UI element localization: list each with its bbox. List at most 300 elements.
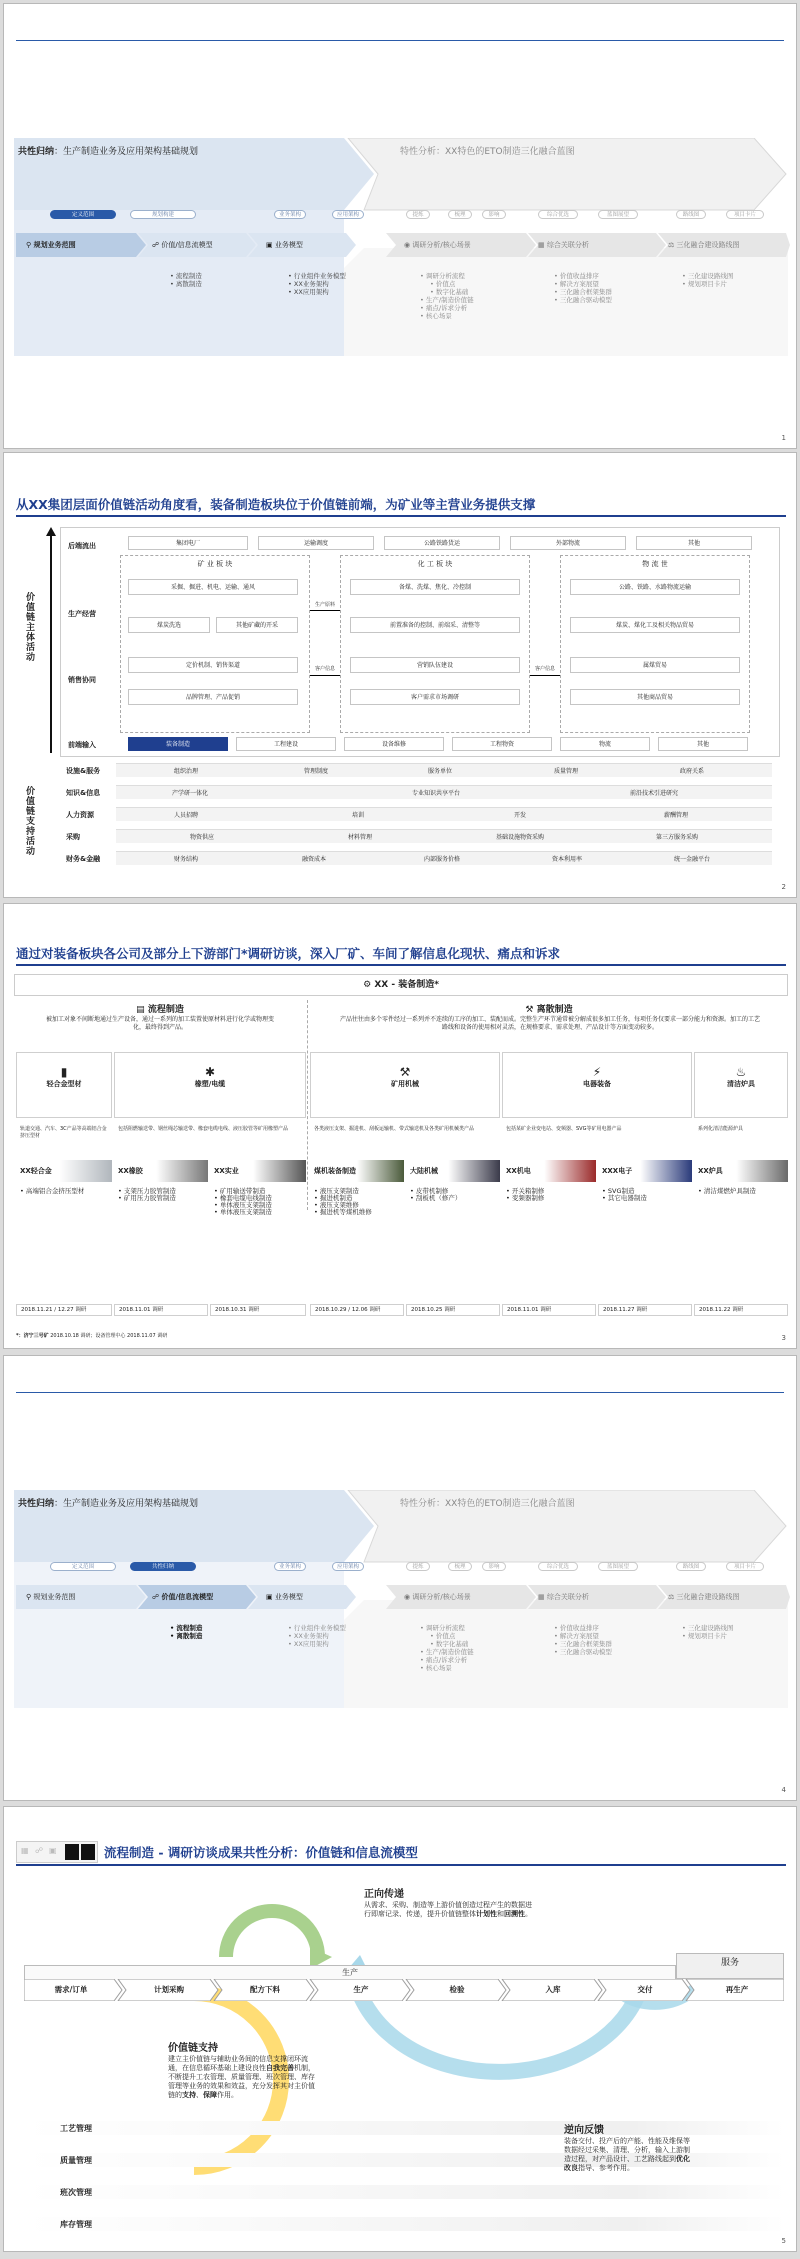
category-name: 矿用机械 xyxy=(391,1080,419,1088)
scale-icon: ⚖ xyxy=(668,241,675,249)
tools-icon: ⚒ xyxy=(525,1005,534,1015)
outbound-item: 外部物流 xyxy=(510,536,626,550)
stage-scope[interactable] xyxy=(26,240,76,250)
company-bullets xyxy=(214,1188,306,1216)
slide-5 xyxy=(3,1806,797,2252)
pill-sort[interactable]: 梳理 xyxy=(448,210,472,219)
category-desc: 包括阻燃输送带、钢丝绳芯输送带、橡套电缆电线、液压胶管等矿用橡塑产品 xyxy=(118,1126,289,1132)
support-row xyxy=(24,2217,784,2231)
survey-icon: ◉ xyxy=(404,1593,411,1601)
support-item: 财务结构 xyxy=(174,856,199,863)
bullet: • XX应用架构 xyxy=(288,1640,346,1648)
outbound-item: 其他 xyxy=(636,536,752,550)
chem-sales-item: 客户需求市场调研 xyxy=(350,689,520,705)
company-name: XX机电 xyxy=(506,1167,531,1175)
electric-icon: ⚡ xyxy=(592,1065,602,1079)
category-desc: 轨道交通、汽车、3C产品等高端铝合金挤压型材 xyxy=(20,1126,107,1139)
bullet: • 调研分析流程 xyxy=(420,1624,474,1632)
support-row-label: 工艺管理 xyxy=(60,2124,92,2133)
company-bullets xyxy=(410,1188,500,1202)
category-card xyxy=(694,1052,788,1118)
log-prod-item: 煤炭、煤化工及相关物品贸易 xyxy=(570,617,740,633)
sector-logistics-title: 物 流 世 xyxy=(642,560,668,568)
side-label-support: 价值链支持活动 xyxy=(26,787,36,857)
company-bullets xyxy=(506,1188,596,1202)
process-title xyxy=(14,1002,306,1015)
process-title-label: 流程制造 xyxy=(147,1005,184,1015)
inbound-item: 工程建设 xyxy=(236,737,336,751)
link-sales-label: 客户信息 xyxy=(314,666,335,672)
company-bullets xyxy=(602,1188,692,1202)
inbound-item: 其他 xyxy=(658,737,748,751)
chem-prod-item: 备煤、洗煤、焦化、冷控制 xyxy=(350,579,520,595)
bullets-survey xyxy=(420,1624,474,1672)
company-bar xyxy=(502,1160,596,1182)
log-sales-item: 其他商品贸易 xyxy=(570,689,740,705)
page-number: 5 xyxy=(781,2237,786,2245)
bullet: • 刮板机（修产） xyxy=(410,1195,500,1202)
pill-project-card[interactable]: 项目卡片 xyxy=(726,1562,764,1571)
survey-icon: ◉ xyxy=(404,241,411,249)
bullet: • 掘进机等煤机维修 xyxy=(314,1209,404,1216)
bullet: • 数字化基础 xyxy=(420,1640,474,1648)
support-item: 质量管理 xyxy=(554,768,579,775)
support-item: 第三方服务采购 xyxy=(656,834,699,841)
cable-icon: ✱ xyxy=(204,1065,216,1079)
bullet: • 价值点 xyxy=(420,280,474,288)
forward-title: 正向传递 xyxy=(364,1889,404,1900)
bullet: • 价值收益排序 xyxy=(554,1624,612,1632)
company-bar xyxy=(210,1160,306,1182)
network-icon: ☍ xyxy=(35,1846,44,1855)
slide-1 xyxy=(3,3,797,449)
pill-project-card[interactable]: 项目卡片 xyxy=(726,210,764,219)
banner-label: XX - 装备制造* xyxy=(374,980,439,990)
side-label-main: 价值链主体活动 xyxy=(26,593,36,663)
text-run: 指导、参考作用。 xyxy=(578,2164,634,2172)
discrete-title xyxy=(310,1002,788,1015)
slide-4 xyxy=(3,1355,797,1801)
outbound-item: 公路铁路货运 xyxy=(384,536,500,550)
company-name: XX炉具 xyxy=(698,1167,723,1175)
bullets-business-model xyxy=(288,1624,346,1648)
stage-survey[interactable] xyxy=(404,240,471,250)
pill-roadmap[interactable]: 路线图 xyxy=(676,1562,706,1571)
support-label: 人力资源 xyxy=(66,811,94,819)
pill-business-arch[interactable]: 业务架构 xyxy=(274,1562,306,1571)
model-icon: ▣ xyxy=(266,1593,273,1601)
support-item: 材料管理 xyxy=(348,834,373,841)
top-rule xyxy=(16,1392,784,1393)
visit-date: 2018.11.01 调研 xyxy=(114,1304,208,1316)
bullet: • 三化融合框架集群 xyxy=(554,1640,612,1648)
mining-prod-item: 其他矿藏的开采 xyxy=(216,617,298,633)
company-name: 大陆机械 xyxy=(410,1167,438,1175)
pill-impact[interactable]: 影响 xyxy=(482,210,506,219)
stage-analysis[interactable] xyxy=(538,1592,589,1602)
step-planning[interactable]: 计划采购 xyxy=(154,1985,184,1994)
support-item: 管理制度 xyxy=(304,768,329,775)
bullet: • XX应用架构 xyxy=(288,288,346,296)
category-desc: 各类液压支架、掘进机、刮板运输机、带式输送机及各类矿用机械类产品 xyxy=(314,1126,475,1132)
company-bar xyxy=(694,1160,788,1182)
stage-roadmap[interactable] xyxy=(668,240,740,250)
network-icon: ☍ xyxy=(152,241,160,249)
text-run: 作用。 xyxy=(217,2091,238,2099)
category-card xyxy=(16,1052,112,1118)
bullet: • 调研分析流程 xyxy=(420,272,474,280)
company-bullets xyxy=(118,1188,208,1202)
pill-blueprint[interactable]: 蓝图展望 xyxy=(598,210,638,219)
support-item: 产学研一体化 xyxy=(172,790,209,797)
category-name: 轻合金型材 xyxy=(46,1080,82,1088)
pill-select[interactable]: 综合优选 xyxy=(538,210,578,219)
left-header xyxy=(18,144,198,157)
support-item: 人员招聘 xyxy=(174,812,199,819)
slide-3 xyxy=(3,903,797,1349)
category-card xyxy=(310,1052,500,1118)
model-icon: ▣ xyxy=(49,1846,57,1855)
bullet: • 规划项目卡片 xyxy=(682,280,733,288)
bullet: • 矿用输送带制造 xyxy=(214,1188,306,1195)
bullet: • 解决方案展望 xyxy=(554,280,612,288)
company-bar xyxy=(310,1160,404,1182)
step-production[interactable]: 生产 xyxy=(353,1985,369,1994)
mining-sales-item: 定价机制、销售渠道 xyxy=(128,657,298,673)
support-desc xyxy=(168,2055,318,2100)
step-inspection[interactable]: 检验 xyxy=(449,1985,465,1994)
outbound-item: 运输调度 xyxy=(258,536,374,550)
text-bold: 支持 xyxy=(182,2091,196,2099)
company-name: XX轻合金 xyxy=(20,1167,52,1175)
chem-sales-item: 营销队伍建设 xyxy=(350,657,520,673)
bullet: • 开关箱制修 xyxy=(506,1188,596,1195)
row-inbound: 前端输入 xyxy=(68,741,96,749)
visit-date: 2018.10.31 调研 xyxy=(210,1304,306,1316)
step-batching[interactable]: 配方下料 xyxy=(250,1985,280,1994)
mining-prod-item: 煤炭洗选 xyxy=(128,617,210,633)
text-bold: 自我完善 xyxy=(266,2064,294,2072)
stage-value-flow[interactable] xyxy=(152,240,213,250)
stage-survey-label: 调研分析/核心场景 xyxy=(412,1593,471,1601)
company-bullets xyxy=(698,1188,788,1195)
text-run: 机制，不断提升工农管理、质量管理、班次管理、库存管理等业务的效果和效益，充分发挥其对主价值链的 xyxy=(168,2064,315,2099)
bullets-analysis xyxy=(554,1624,612,1656)
text-run: 、 xyxy=(196,2091,203,2099)
bullet: • 价值收益排序 xyxy=(554,272,612,280)
inbound-item-highlight: 装备制造 xyxy=(128,737,228,751)
page-number: 4 xyxy=(781,1786,786,1794)
sector-mining-title: 矿 业 板 块 xyxy=(197,560,233,568)
search-icon: ⚲ xyxy=(26,241,32,249)
stage-analysis-label: 综合关联分析 xyxy=(546,241,589,249)
text-run: 。 xyxy=(525,1910,532,1918)
support-item: 物资供应 xyxy=(190,834,215,841)
support-item: 前沿技术引进研究 xyxy=(630,790,679,797)
bullets-business-model xyxy=(288,272,346,296)
text-bold: 优化改良 xyxy=(564,2155,690,2172)
company-name: XX实业 xyxy=(214,1167,239,1175)
bullet: • 掘进机制造 xyxy=(314,1195,404,1202)
grid-icon: ▦ xyxy=(538,241,545,249)
support-label: 设施&服务 xyxy=(66,767,101,775)
bullet: • 三化融合驱动模型 xyxy=(554,296,612,304)
support-item: 组织治理 xyxy=(174,768,199,775)
link-arrow xyxy=(530,675,560,676)
bullet: • 三化建设路线图 xyxy=(682,272,733,280)
discrete-title-label: 离散制造 xyxy=(536,1005,573,1015)
process-desc: 被加工对象不间断地通过生产设备，通过一系列的加工装置使原材料进行化学或物理变化，最终得到产品。 xyxy=(45,1016,274,1031)
inbound-item: 工程物资 xyxy=(452,737,552,751)
page-number: 3 xyxy=(781,1334,786,1342)
stage-roadmap[interactable] xyxy=(668,1592,740,1602)
mining-sales-item: 品牌管理、产品促销 xyxy=(128,689,298,705)
category-card xyxy=(114,1052,306,1118)
reverse-title: 逆向反馈 xyxy=(564,2125,604,2136)
bullet: • 三化建设路线图 xyxy=(682,1624,733,1632)
bullet: • 行业组件业务模型 xyxy=(288,1624,346,1632)
step-demand-order[interactable]: 需求/订单 xyxy=(54,1985,88,1994)
bullet: • 流程制造 xyxy=(170,1624,202,1632)
inbound-item: 设备维修 xyxy=(344,737,444,751)
right-header: 特性分析：XX特色的ETO制造三化融合蓝图 xyxy=(400,147,575,157)
visit-date: 2018.11.22 调研 xyxy=(694,1304,788,1316)
text-run: 和 xyxy=(497,1910,504,1918)
top-rule xyxy=(16,40,784,41)
support-row xyxy=(24,2185,784,2199)
reverse-desc xyxy=(564,2137,696,2173)
support-item: 服务单位 xyxy=(428,768,453,775)
bullet: • 行业组件业务模型 xyxy=(288,272,346,280)
pill-refine[interactable]: 提炼 xyxy=(406,210,430,219)
support-item: 内部服务价格 xyxy=(424,856,461,863)
bullet: • 液压支架制造 xyxy=(314,1188,404,1195)
visit-date: 2018.11.21 / 12.27 调研 xyxy=(16,1304,112,1316)
pill-sort[interactable]: 梳理 xyxy=(448,1562,472,1571)
support-item: 薪酬管理 xyxy=(664,812,689,819)
bullet: • XX业务架构 xyxy=(288,1632,346,1640)
stage-roadmap-label: 三化融合建设路线图 xyxy=(676,1593,740,1601)
bullet: • 液压支架维修 xyxy=(314,1202,404,1209)
text-run: 装备交付、投产后的产能、性能及维保等数据经过采集、清理、分析，输入上游制造过程，对产品设计、工艺路线起到 xyxy=(564,2137,690,2163)
divider xyxy=(307,1000,308,1210)
text-run: 建立主价值链与辅助业务间的信息支撑闭环流通，在信息循环基础上建设良性 xyxy=(168,2055,308,2072)
company-name: XX橡胶 xyxy=(118,1167,143,1175)
company-bullets xyxy=(314,1188,404,1216)
company-name: XXX电子 xyxy=(602,1167,633,1175)
log-prod-item: 公路、铁路、水路物流运输 xyxy=(570,579,740,595)
bullet: • 其它电器制造 xyxy=(602,1195,692,1202)
support-item: 开发 xyxy=(514,812,527,819)
pill-refine[interactable]: 提炼 xyxy=(406,1562,430,1571)
stage-scope-label: 规划业务范围 xyxy=(33,241,76,249)
stage-business-model-label: 业务模型 xyxy=(274,1593,303,1601)
bullet: • 矿用压力胶管制造 xyxy=(118,1195,208,1202)
pill-define-scope[interactable]: 定义范围 xyxy=(50,1562,116,1571)
support-title: 价值链支持 xyxy=(168,2043,218,2054)
visit-date: 2018.11.27 调研 xyxy=(598,1304,692,1316)
support-row-label: 库存管理 xyxy=(60,2220,92,2229)
bullet: • 三化融合框架集群 xyxy=(554,288,612,296)
bullet: • 离散制造 xyxy=(170,280,202,288)
stage-roadmap-label: 三化融合建设路线图 xyxy=(676,241,740,249)
stage-value-flow-label: 价值/信息流模型 xyxy=(161,241,213,249)
step-delivery[interactable]: 交付 xyxy=(637,1985,653,1994)
bullet: • 单体液压支架制造 xyxy=(214,1209,306,1216)
pill-build[interactable]: 规划构建 xyxy=(130,210,196,219)
grid-icon: ▦ xyxy=(538,1593,545,1601)
bullet: • SVG制造 xyxy=(602,1188,692,1195)
stage-business-model[interactable] xyxy=(266,1592,303,1602)
pill-app-arch[interactable]: 应用架构 xyxy=(332,210,364,219)
scale-icon: ⚖ xyxy=(668,1593,675,1601)
support-item: 统一金融平台 xyxy=(674,856,711,863)
discrete-desc: 产品往往由多个零件经过一系列并不连续的工序的加工、装配而成。完整生产环节通常被分解成很多加工任务，每项任务仅要求一部分能力和资源。加工的工艺路线和设备的使用相对灵活，在规格要求、需求处理、产品设计等方面变动较多。 xyxy=(340,1016,761,1031)
row-outbound: 后端流出 xyxy=(68,542,96,550)
bullet: • 核心场景 xyxy=(420,312,474,320)
category-name: 电器装备 xyxy=(583,1080,611,1088)
left-header-text: ：生产制造业务及应用架构基础规划 xyxy=(54,1499,199,1509)
alloy-icon: ▮ xyxy=(60,1065,68,1079)
pill-select[interactable]: 综合优选 xyxy=(538,1562,578,1571)
book-icon: ▤ xyxy=(136,1005,145,1015)
link-arrow xyxy=(310,675,340,676)
stage-scope[interactable] xyxy=(26,1592,75,1602)
title-rule xyxy=(16,964,786,966)
row-sales: 销售协同 xyxy=(68,676,96,684)
stage-scope-label: 规划业务范围 xyxy=(33,1593,76,1601)
bullet: • 清洁煤燃炉具制造 xyxy=(698,1188,788,1195)
stage-business-model[interactable] xyxy=(266,240,303,250)
log-sales-item: 属煤贸易 xyxy=(570,657,740,673)
text-run: 从需求、采购、制造等上游价值创造过程产生的数据进行即席记录、传递，提升价值链整体 xyxy=(364,1901,532,1918)
stage-value-flow-label: 价值/信息流模型 xyxy=(161,1593,214,1601)
stage-survey[interactable] xyxy=(404,1592,471,1602)
bullet: • 数字化基础 xyxy=(420,288,474,296)
text-bold: 保障 xyxy=(203,2091,217,2099)
bullets-survey xyxy=(420,272,474,320)
bullet: • 生产/制造价值链 xyxy=(420,1648,474,1656)
production-label: 生产 xyxy=(342,1968,358,1977)
bullets-value-flow xyxy=(170,272,202,288)
right-header: 特性分析：XX特色的ETO制造三化融合蓝图 xyxy=(400,1499,575,1509)
company-bar xyxy=(406,1160,500,1182)
support-item: 基础设施物资采购 xyxy=(496,834,545,841)
bullet: • 核心场景 xyxy=(420,1664,474,1672)
gears-icon: ⚙ xyxy=(363,980,372,990)
pill-business-arch[interactable]: 业务架构 xyxy=(274,210,306,219)
company-bullets xyxy=(20,1188,110,1195)
support-row-label: 质量管理 xyxy=(60,2156,92,2165)
step-warehousing[interactable]: 入库 xyxy=(545,1985,561,1994)
pill-define-scope[interactable]: 定义范围 xyxy=(50,210,116,219)
bullets-roadmap xyxy=(682,1624,733,1640)
row-production: 生产经营 xyxy=(68,610,96,618)
pill-common[interactable]: 共性归纳 xyxy=(130,1562,196,1571)
bullet: • 痛点/诉求分析 xyxy=(420,1656,474,1664)
text-bold: 回溯性 xyxy=(504,1910,525,1918)
inbound-item: 物流 xyxy=(560,737,650,751)
service-label: 服务 xyxy=(720,1958,739,1968)
model-icon: ▣ xyxy=(266,241,273,249)
value-chain-flow xyxy=(24,1979,784,2001)
mining-prod-item: 采掘、掘进、机电、运输、通风 xyxy=(128,579,298,595)
stage-analysis[interactable] xyxy=(538,240,589,250)
text-bold: 计划性 xyxy=(476,1910,497,1918)
page-number: 2 xyxy=(781,883,786,891)
support-row xyxy=(24,2121,784,2135)
link-sales-label: 客户信息 xyxy=(534,666,555,672)
company-name: 煤机装备制造 xyxy=(314,1167,356,1175)
stage-analysis-label: 综合关联分析 xyxy=(546,1593,589,1601)
slide5-title: 流程制造 - 调研访谈成果共性分析：价值链和信息流模型 xyxy=(104,1845,418,1860)
bullet: • 高端铝合金挤压型材 xyxy=(20,1188,110,1195)
forward-desc xyxy=(364,1901,534,1919)
support-item: 培训 xyxy=(352,812,365,819)
bullet: • 单体液压支架制造 xyxy=(214,1202,306,1209)
footnote-prefix: *：济宁三号矿 xyxy=(16,1333,49,1339)
search-icon: ⚲ xyxy=(26,1593,32,1601)
link-prod-label: 生产原料 xyxy=(314,602,335,608)
pill-blueprint[interactable]: 蓝图展望 xyxy=(598,1562,638,1571)
visit-date: 2018.10.29 / 12.06 调研 xyxy=(310,1304,404,1316)
support-item: 专业知识共享平台 xyxy=(412,790,461,797)
pill-impact[interactable]: 影响 xyxy=(482,1562,506,1571)
pill-roadmap[interactable]: 路线图 xyxy=(676,210,706,219)
title-rule xyxy=(16,515,786,517)
slide-2 xyxy=(3,452,797,898)
slide2-title: 从XX集团层面价值链活动角度看，装备制造板块位于价值链前端，为矿业等主营业务提供支撑 xyxy=(16,497,536,512)
visit-date: 2018.10.25 调研 xyxy=(406,1304,500,1316)
bullet: • 离散制造 xyxy=(170,1632,202,1640)
stage-business-model-label: 业务模型 xyxy=(274,241,303,249)
pill-app-arch[interactable]: 应用架构 xyxy=(332,1562,364,1571)
page-number: 1 xyxy=(781,434,786,442)
stage-value-flow[interactable] xyxy=(152,1592,213,1602)
grid-icon: ▦ xyxy=(21,1846,29,1855)
support-item: 资本利用率 xyxy=(552,856,583,863)
support-label: 采购 xyxy=(66,833,80,841)
bullet: • 生产/制造价值链 xyxy=(420,296,474,304)
bullet: • 痛点/诉求分析 xyxy=(420,304,474,312)
company-bar xyxy=(114,1160,208,1182)
bullet: • 解决方案展望 xyxy=(554,1632,612,1640)
network-icon: ☍ xyxy=(152,1593,160,1601)
company-bar xyxy=(598,1160,692,1182)
bullets-roadmap xyxy=(682,272,733,288)
arrow-up-icon xyxy=(46,527,56,536)
bullet: • 橡套电缆电线制造 xyxy=(214,1195,306,1202)
left-header-prefix: 共性归纳 xyxy=(18,147,55,157)
category-name: 橡塑/电缆 xyxy=(194,1080,226,1088)
bullet: • XX业务架构 xyxy=(288,280,346,288)
bullet: • 价值点 xyxy=(420,1632,474,1640)
machine-icon: ⚒ xyxy=(399,1065,411,1079)
category-card xyxy=(502,1052,692,1118)
left-header-prefix: 共性归纳 xyxy=(18,1499,55,1509)
bullet: • 流程制造 xyxy=(170,272,202,280)
step-reproduction[interactable]: 再生产 xyxy=(725,1985,749,1994)
footnote xyxy=(16,1332,167,1339)
support-row-label: 班次管理 xyxy=(60,2188,92,2197)
category-desc: 系列化清洁能源炉具 xyxy=(698,1126,744,1132)
bullet: • 支架压力胶管制造 xyxy=(118,1188,208,1195)
arrow-shaft xyxy=(50,533,52,753)
company-bar xyxy=(16,1160,112,1182)
visit-date: 2018.11.01 调研 xyxy=(502,1304,596,1316)
outbound-item: 集团电厂 xyxy=(128,536,248,550)
support-item: 融资成本 xyxy=(302,856,327,863)
